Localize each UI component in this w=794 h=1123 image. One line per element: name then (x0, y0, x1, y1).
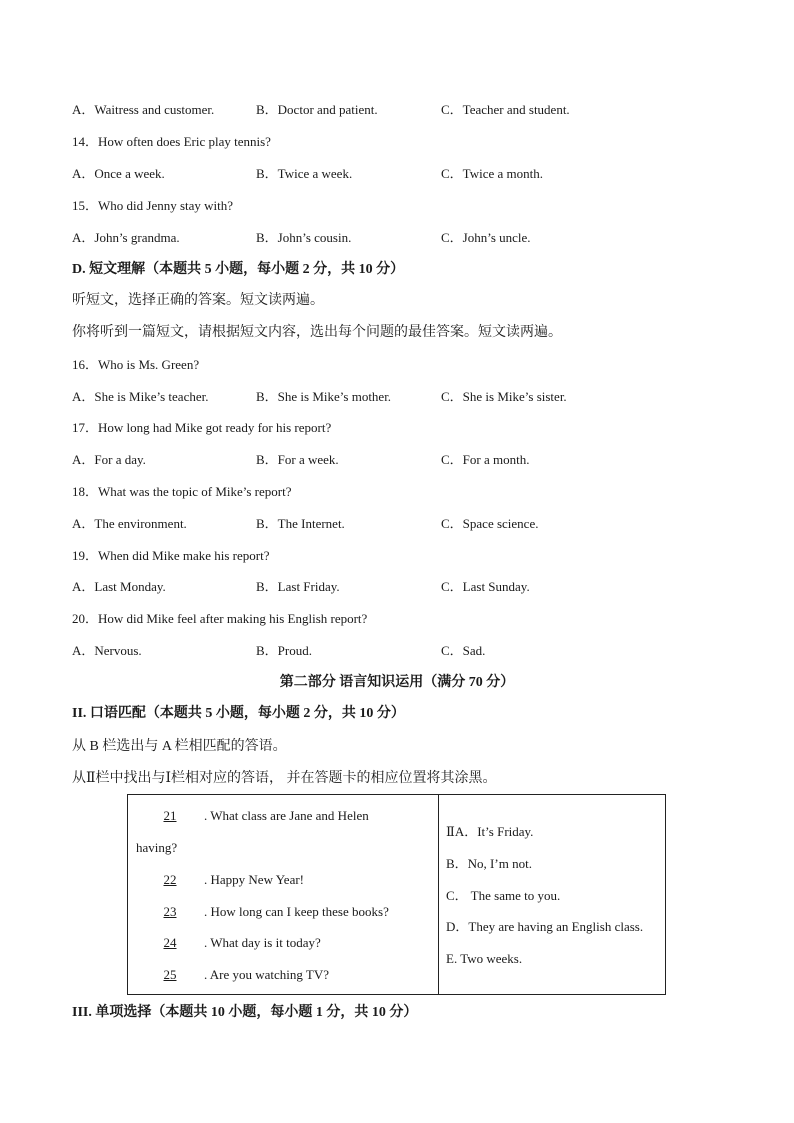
section-ii-instruction-2: 从Ⅱ栏中找出与Ⅰ栏相对应的答语， 并在答题卡的相应位置将其涂黑。 (72, 771, 497, 786)
table-divider (438, 795, 439, 994)
q15-options (72, 228, 632, 248)
section-d-heading: D. 短文理解（本题共 5 小题，每小题 2 分，共 10 分） (72, 262, 405, 277)
match-row-24 (136, 933, 321, 953)
q17-option-b[interactable]: B．For a week. (256, 452, 339, 467)
match-row-25 (136, 965, 329, 985)
q20-option-b[interactable]: B．Proud. (256, 643, 312, 658)
blank-21[interactable]: 21 (163, 808, 177, 823)
section-d-instruction-1: 听短文，选择正确的答案。短文读两遍。 (72, 293, 324, 308)
q13-option-b[interactable]: B．Doctor and patient. (256, 102, 378, 117)
q20-question: 20．How did Mike feel after making his English report? (72, 611, 368, 626)
matching-table (127, 794, 666, 995)
q19-option-a[interactable]: A．Last Monday. (72, 579, 166, 594)
q17-option-a[interactable]: A．For a day. (72, 452, 146, 467)
match-row-22 (136, 870, 304, 890)
section-d-instruction-2: 你将听到一篇短文，请根据短文内容，选出每个问题的最佳答案。短文读两遍。 (72, 325, 562, 340)
q20-option-a[interactable]: A．Nervous. (72, 643, 142, 658)
q16-option-b[interactable]: B．She is Mike’s mother. (256, 389, 392, 404)
section-ii-instruction-1: 从 B 栏选出与 A 栏相匹配的答语。 (72, 739, 287, 754)
q19-question: 19．When did Mike make his report? (72, 548, 270, 563)
q14-option-c[interactable]: C．Twice a month. (441, 166, 543, 181)
q15-question: 15．Who did Jenny stay with? (72, 198, 234, 213)
blank-24[interactable]: 24 (163, 935, 177, 950)
q19-option-c[interactable]: C．Last Sunday. (441, 579, 530, 594)
match-text-23: . How long can I keep these books? (204, 904, 389, 919)
q14-option-b[interactable]: B．Twice a week. (256, 166, 353, 181)
match-text-25: . Are you watching TV? (204, 967, 330, 982)
q14-question: 14．How often does Eric play tennis? (72, 134, 271, 149)
q20-option-c[interactable]: C．Sad. (441, 643, 486, 658)
blank-22[interactable]: 22 (163, 872, 177, 887)
q18-option-c[interactable]: C．Space science. (441, 516, 539, 531)
q13-option-c[interactable]: C．Teacher and student. (441, 102, 570, 117)
match-row-23 (136, 902, 389, 922)
match-row-21-cont: having? (136, 840, 178, 855)
section-ii-heading: II. 口语匹配（本题共 5 小题，每小题 2 分，共 10 分） (72, 706, 405, 721)
blank-23[interactable]: 23 (163, 904, 177, 919)
q13-option-a[interactable]: A．Waitress and customer. (72, 102, 215, 117)
q18-options (72, 514, 632, 534)
match-text-22: . Happy New Year! (204, 872, 305, 887)
match-text-21: . What class are Jane and Helen (204, 808, 369, 823)
q18-option-b[interactable]: B．The Internet. (256, 516, 345, 531)
answer-a: ⅡA．It’s Friday. (446, 824, 534, 839)
q14-option-a[interactable]: A．Once a week. (72, 166, 165, 181)
q17-options (72, 450, 632, 470)
blank-25[interactable]: 25 (163, 967, 177, 982)
q15-option-b[interactable]: B．John’s cousin. (256, 230, 352, 245)
answer-c: C． The same to you. (446, 888, 561, 903)
q15-option-c[interactable]: C．John’s uncle. (441, 230, 531, 245)
q19-option-b[interactable]: B．Last Friday. (256, 579, 340, 594)
q16-option-a[interactable]: A．She is Mike’s teacher. (72, 389, 209, 404)
q19-options (72, 577, 632, 597)
match-row-21 (136, 806, 369, 826)
section-iii-heading: III. 单项选择（本题共 10 小题，每小题 1 分，共 10 分） (72, 1005, 418, 1020)
answer-e: E. Two weeks. (446, 951, 523, 966)
answer-d: D．They are having an English class. (446, 919, 644, 934)
q13-options (72, 100, 632, 120)
q20-options (72, 641, 632, 661)
q16-options (72, 387, 632, 407)
q18-option-a[interactable]: A．The environment. (72, 516, 187, 531)
q18-question: 18．What was the topic of Mike’s report? (72, 484, 292, 499)
answer-b: B．No, I’m not. (446, 856, 532, 871)
q17-option-c[interactable]: C．For a month. (441, 452, 530, 467)
q16-option-c[interactable]: C．She is Mike’s sister. (441, 389, 567, 404)
q15-option-a[interactable]: A．John’s grandma. (72, 230, 180, 245)
match-text-24: . What day is it today? (204, 935, 321, 950)
q17-question: 17．How long had Mike got ready for his report? (72, 420, 332, 435)
q14-options (72, 164, 632, 184)
part2-title: 第二部分 语言知识运用（满分 70 分） (279, 675, 515, 690)
q16-question: 16．Who is Ms. Green? (72, 357, 200, 372)
